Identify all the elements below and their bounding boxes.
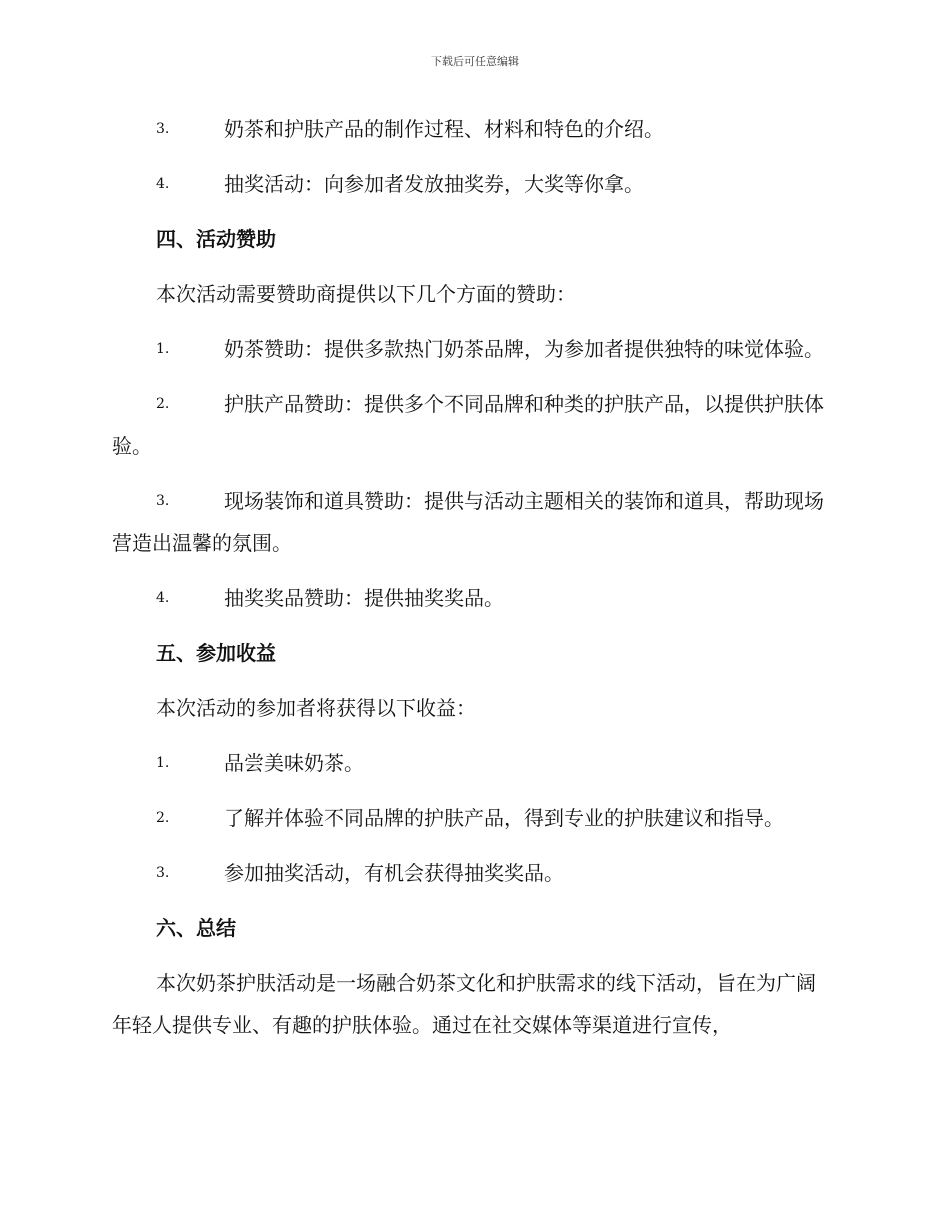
header-note: 下载后可任意编辑 — [431, 55, 519, 68]
list-text: 护肤产品赞助：提供多个不同品牌和种类的护肤产品，以提供护肤体验。 — [112, 392, 824, 458]
list-number: 2. — [156, 810, 170, 826]
paragraph: 本次活动需要赞助商提供以下几个方面的赞助： — [156, 282, 576, 306]
list-text: 品尝美味奶茶。 — [224, 751, 364, 775]
list-item — [112, 577, 832, 619]
list-item — [112, 852, 832, 894]
list-number: 3. — [156, 865, 170, 881]
list-text: 现场装饰和道具赞助：提供与活动主题相关的装饰和道具，帮助现场营造出温馨的氛围。 — [112, 489, 824, 555]
list-item — [112, 797, 832, 839]
list-item — [112, 328, 832, 370]
list-number: 2. — [156, 396, 170, 412]
list-number: 1. — [156, 341, 170, 357]
list-number: 1. — [156, 755, 170, 771]
list-text: 奶茶赞助：提供多款热门奶茶品牌，为参加者提供独特的味觉体验。 — [224, 337, 824, 361]
list-number: 4. — [156, 176, 170, 192]
list-number: 3. — [156, 121, 170, 137]
section-heading: 四、活动赞助 — [156, 227, 276, 251]
list-item — [112, 480, 832, 564]
list-item — [112, 383, 832, 467]
paragraph: 本次活动的参加者将获得以下收益： — [156, 696, 476, 720]
document-page — [112, 108, 832, 1046]
list-number: 4. — [156, 590, 170, 606]
list-text: 抽奖奖品赞助：提供抽奖奖品。 — [224, 586, 504, 610]
list-number: 3. — [156, 493, 170, 509]
list-text: 参加抽奖活动，有机会获得抽奖奖品。 — [224, 861, 564, 885]
list-text: 奶茶和护肤产品的制作过程、材料和特色的介绍。 — [224, 117, 664, 141]
list-item — [112, 742, 832, 784]
section-heading: 五、参加收益 — [156, 641, 276, 665]
paragraph: 本次奶茶护肤活动是一场融合奶茶文化和护肤需求的线下活动，旨在为广阔年轻人提供专业、有趣的护肤体验。通过在社交媒体等渠道进行宣传， — [112, 971, 816, 1037]
section-heading: 六、总结 — [156, 916, 236, 940]
list-text: 抽奖活动：向参加者发放抽奖券，大奖等你拿。 — [224, 172, 644, 196]
list-item — [112, 108, 832, 150]
list-item — [112, 163, 832, 205]
list-text: 了解并体验不同品牌的护肤产品，得到专业的护肤建议和指导。 — [224, 806, 784, 830]
